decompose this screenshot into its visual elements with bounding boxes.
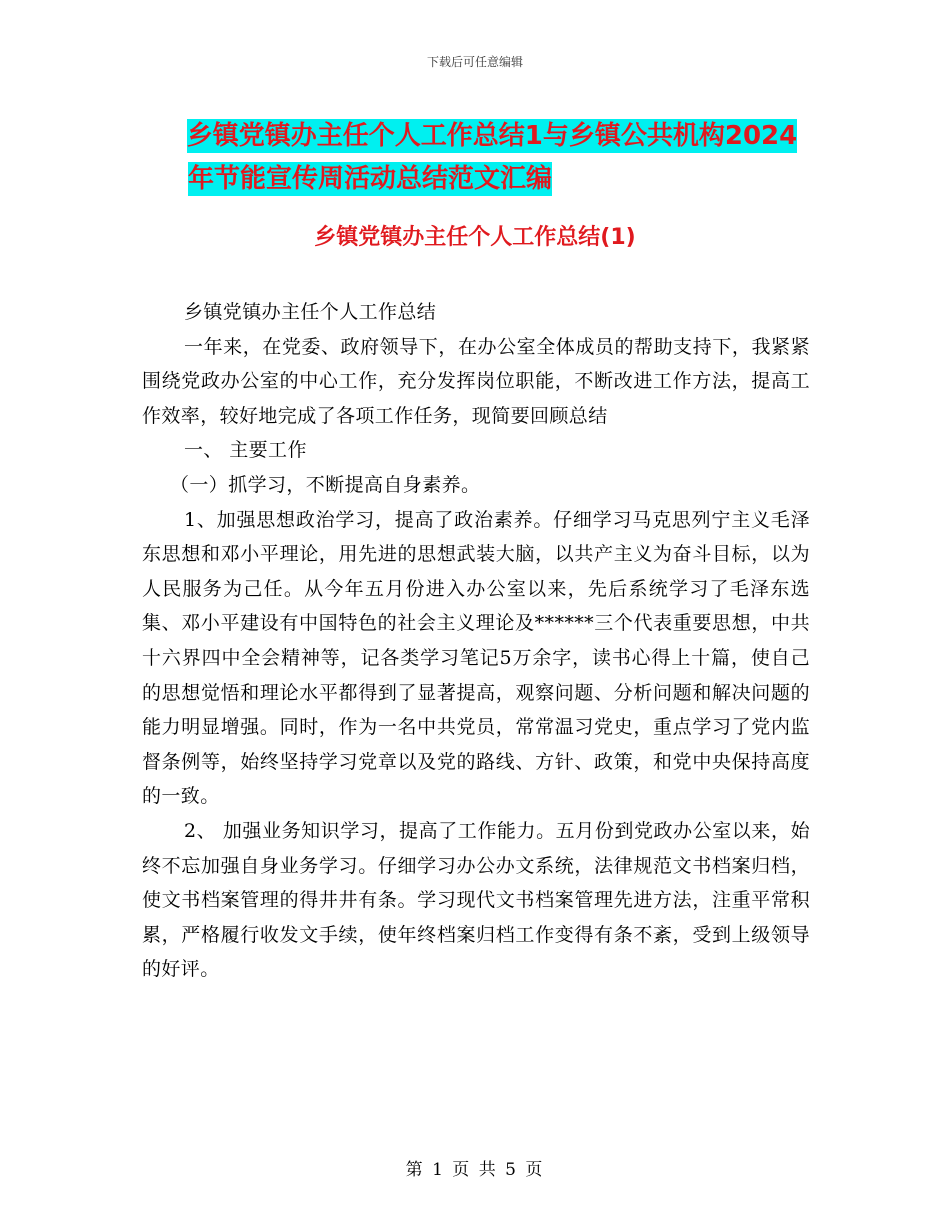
paragraph-subheading-study: （一）抓学习，不断提高自身素养。	[170, 473, 481, 496]
document-title-line-1	[17, 115, 950, 152]
paragraph-intro: 一年来，在党委、政府领导下，在办公室全体成员的帮助支持下，我紧紧围绕党政办公室的中心工作，充分发挥岗位职能，不断改进工作方法，提高工作效率，较好地完成了各项工作任务，现简要回顾总结	[142, 335, 810, 427]
document-title-line-2	[0, 158, 845, 195]
document-title-text-1: 乡镇党镇办主任个人工作总结1与乡镇公共机构2024	[186, 121, 798, 151]
paragraph-heading-main-work: 一、 主要工作	[184, 439, 307, 462]
paragraph-subtitle: 乡镇党镇办主任个人工作总结	[184, 301, 437, 323]
page-footer: 第 1 页 共 5 页	[405, 1160, 545, 1180]
header-note: 下载后可任意编辑	[426, 55, 523, 69]
section-title: 乡镇党镇办主任个人工作总结(1)	[314, 225, 636, 250]
paragraph-business-study: 2、 加强业务知识学习，提高了工作能力。五月份到党政办公室以来，始终不忘加强自身业务学习。仔细学习办公办文系统，法律规范文书档案归档，使文书档案管理的得井井有条。学习现代文书档案管理先进方法，注重平常积累，严格履行收发文手续，使年终档案归档工作变得有条不紊，受到上级领导的好评。	[142, 819, 810, 981]
document-body	[142, 295, 810, 987]
paragraph-political-study: 1、加强思想政治学习，提高了政治素养。仔细学习马克思列宁主义毛泽东思想和邓小平理论，用先进的思想武装大脑，以共产主义为奋斗目标，以为人民服务为己任。从今年五月份进入办公室以来，先后系统学习了毛泽东选集、邓小平建设有中国特色的社会主义理论及******三个代表重要思想，中共十六界四中全会精神等，记各类学习笔记5万余字，读书心得上十篇，使自己的思想觉悟和理论水平都得到了显著提高，观察问题、分析问题和解决问题的能力明显增强。同时，作为一名中共党员，常常温习党史，重点学习了党内监督条例等，始终坚持学习党章以及党的路线、方针、政策，和党中央保持高度的一致。	[142, 508, 810, 808]
document-title-text-2: 年节能宣传周活动总结范文汇编	[187, 164, 552, 194]
